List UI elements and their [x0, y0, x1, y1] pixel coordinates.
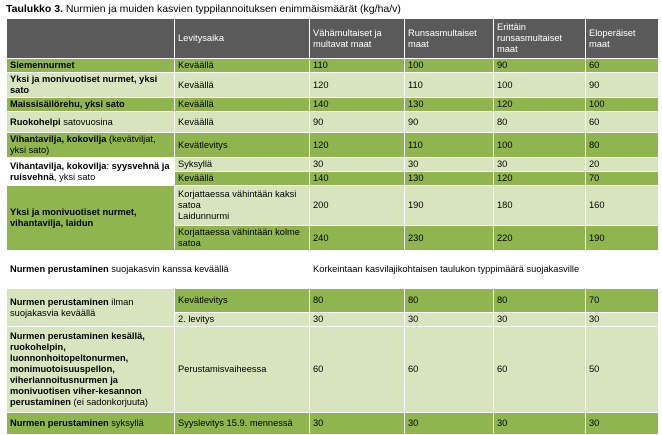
row-value: 190: [586, 226, 659, 251]
row-value: 140: [310, 98, 405, 112]
table-row: [7, 133, 659, 158]
row-time: Korjattaessa vähintään kolme satoa: [175, 226, 310, 251]
row-value: 130: [405, 98, 494, 112]
row-value: 60: [586, 59, 659, 73]
row-note: Korkeintaan kasvilajikohtaisen taulukon typpimäärä suojakasville: [310, 251, 659, 289]
row-value: 80: [310, 289, 405, 313]
row-value: 30: [405, 413, 494, 435]
row-value: 70: [586, 172, 659, 186]
row-value: 100: [494, 133, 586, 158]
row-value: 230: [405, 226, 494, 251]
row-label: Nurmen perustaminen kesällä, ruokohelpin, luonnonhoitopeltonurmen, monimuotoisuuspellon, viherlannoitusnurmen ja monivuotisen viher-kesannon perustaminen (ei sadonkorjuuta): [7, 327, 175, 413]
caption-label: Taulukko 3.: [6, 3, 63, 15]
row-time: Keväällä: [175, 59, 310, 73]
table-caption: [6, 3, 401, 16]
row-time: Keväällä: [175, 73, 310, 98]
row-value: 110: [310, 59, 405, 73]
row-time: Keväällä: [175, 172, 310, 186]
row-value: 180: [494, 186, 586, 226]
row-value: 30: [586, 413, 659, 435]
table-row: [7, 289, 659, 313]
row-time: Korjattaessa vähintään kaksi satoa Laidunnurmi: [175, 186, 310, 226]
row-label: Nurmen perustaminen suojakasvin kanssa keväällä: [7, 251, 310, 289]
table-row: [7, 59, 659, 73]
row-value: 90: [405, 112, 494, 133]
row-time: 2. levitys: [175, 313, 310, 327]
row-label: Yksi ja monivuotiset nurmet, vihantavilja, laidun: [7, 186, 175, 251]
row-value: 50: [586, 327, 659, 413]
row-label: Nurmen perustaminen ilman suojakasvia keväällä: [7, 289, 175, 327]
row-label: Maissisäilörehu, yksi sato: [7, 98, 175, 112]
row-value: 60: [494, 327, 586, 413]
table-row: [7, 98, 659, 112]
row-value: 90: [586, 73, 659, 98]
row-value: 100: [494, 73, 586, 98]
row-value: 30: [494, 158, 586, 172]
row-time: Perustamisvaiheessa: [175, 327, 310, 413]
row-value: 70: [586, 289, 659, 313]
row-value: 30: [586, 313, 659, 327]
row-value: 80: [405, 289, 494, 313]
nitrogen-limits-table: [6, 18, 659, 435]
table-row: [7, 73, 659, 98]
row-value: 60: [310, 327, 405, 413]
row-label: Ruokohelpi satovuosina: [7, 112, 175, 133]
row-time: Syksyllä: [175, 158, 310, 172]
row-value: 30: [310, 413, 405, 435]
row-value: 140: [310, 172, 405, 186]
row-label: Nurmen perustaminen syksyllä: [7, 413, 175, 435]
row-value: 120: [494, 172, 586, 186]
row-value: 240: [310, 226, 405, 251]
row-value: 120: [310, 73, 405, 98]
row-value: 120: [494, 98, 586, 112]
row-value: 120: [310, 133, 405, 158]
header-cell-plant: [7, 19, 175, 59]
row-value: 100: [586, 98, 659, 112]
header-cell-time: Levitysaika: [175, 19, 310, 59]
header-cell-low-humus: Vähämultaiset ja multavat maat: [310, 19, 405, 59]
caption-text: Nurmien ja muiden kasvien typpilannoituksen enimmäismäärät (kg/ha/v): [65, 3, 401, 15]
row-label: Siemennurmet: [7, 59, 175, 73]
row-value: 80: [494, 112, 586, 133]
row-value: 80: [494, 289, 586, 313]
row-value: 100: [405, 59, 494, 73]
row-value: 90: [494, 59, 586, 73]
table-row: [7, 158, 659, 172]
row-value: 130: [405, 172, 494, 186]
row-label: Yksi ja monivuotiset nurmet, yksi sato: [7, 73, 175, 98]
row-value: 30: [310, 158, 405, 172]
row-time: Kevätlevitys: [175, 289, 310, 313]
row-value: 60: [405, 327, 494, 413]
row-time: Keväällä: [175, 112, 310, 133]
row-value: 220: [494, 226, 586, 251]
header-cell-high-humus: Runsasmultaiset maat: [405, 19, 494, 59]
row-value: 110: [405, 133, 494, 158]
row-value: 30: [494, 313, 586, 327]
header-row: [7, 19, 659, 59]
row-value: 110: [405, 73, 494, 98]
table-row: [7, 327, 659, 413]
row-time: Kevätlevitys: [175, 133, 310, 158]
row-value: 20: [586, 158, 659, 172]
row-value: 90: [310, 112, 405, 133]
table-row: [7, 112, 659, 133]
row-time: Syyslevitys 15.9. mennessä: [175, 413, 310, 435]
row-value: 30: [405, 313, 494, 327]
row-value: 30: [494, 413, 586, 435]
row-label: Vihantavilja, kokovilja: syysvehnä ja ruisvehnä, yksi sato: [7, 158, 175, 186]
row-time-secondary: Laidunnurmi: [178, 211, 230, 221]
row-value: 30: [405, 158, 494, 172]
row-value: 60: [586, 112, 659, 133]
table-row: [7, 251, 659, 289]
row-value: 30: [310, 313, 405, 327]
header-cell-organic: Eloperäiset maat: [586, 19, 659, 59]
row-value: 160: [586, 186, 659, 226]
table-row: [7, 413, 659, 435]
row-value: 200: [310, 186, 405, 226]
row-value: 190: [405, 186, 494, 226]
row-label: Vihantavilja, kokovilja (kevätviljat, yksi sato): [7, 133, 175, 158]
header-cell-very-high-humus: Erittäin runsasmultaiset maat: [494, 19, 586, 59]
row-time: Keväällä: [175, 98, 310, 112]
row-value: 80: [586, 133, 659, 158]
table-row: [7, 186, 659, 226]
